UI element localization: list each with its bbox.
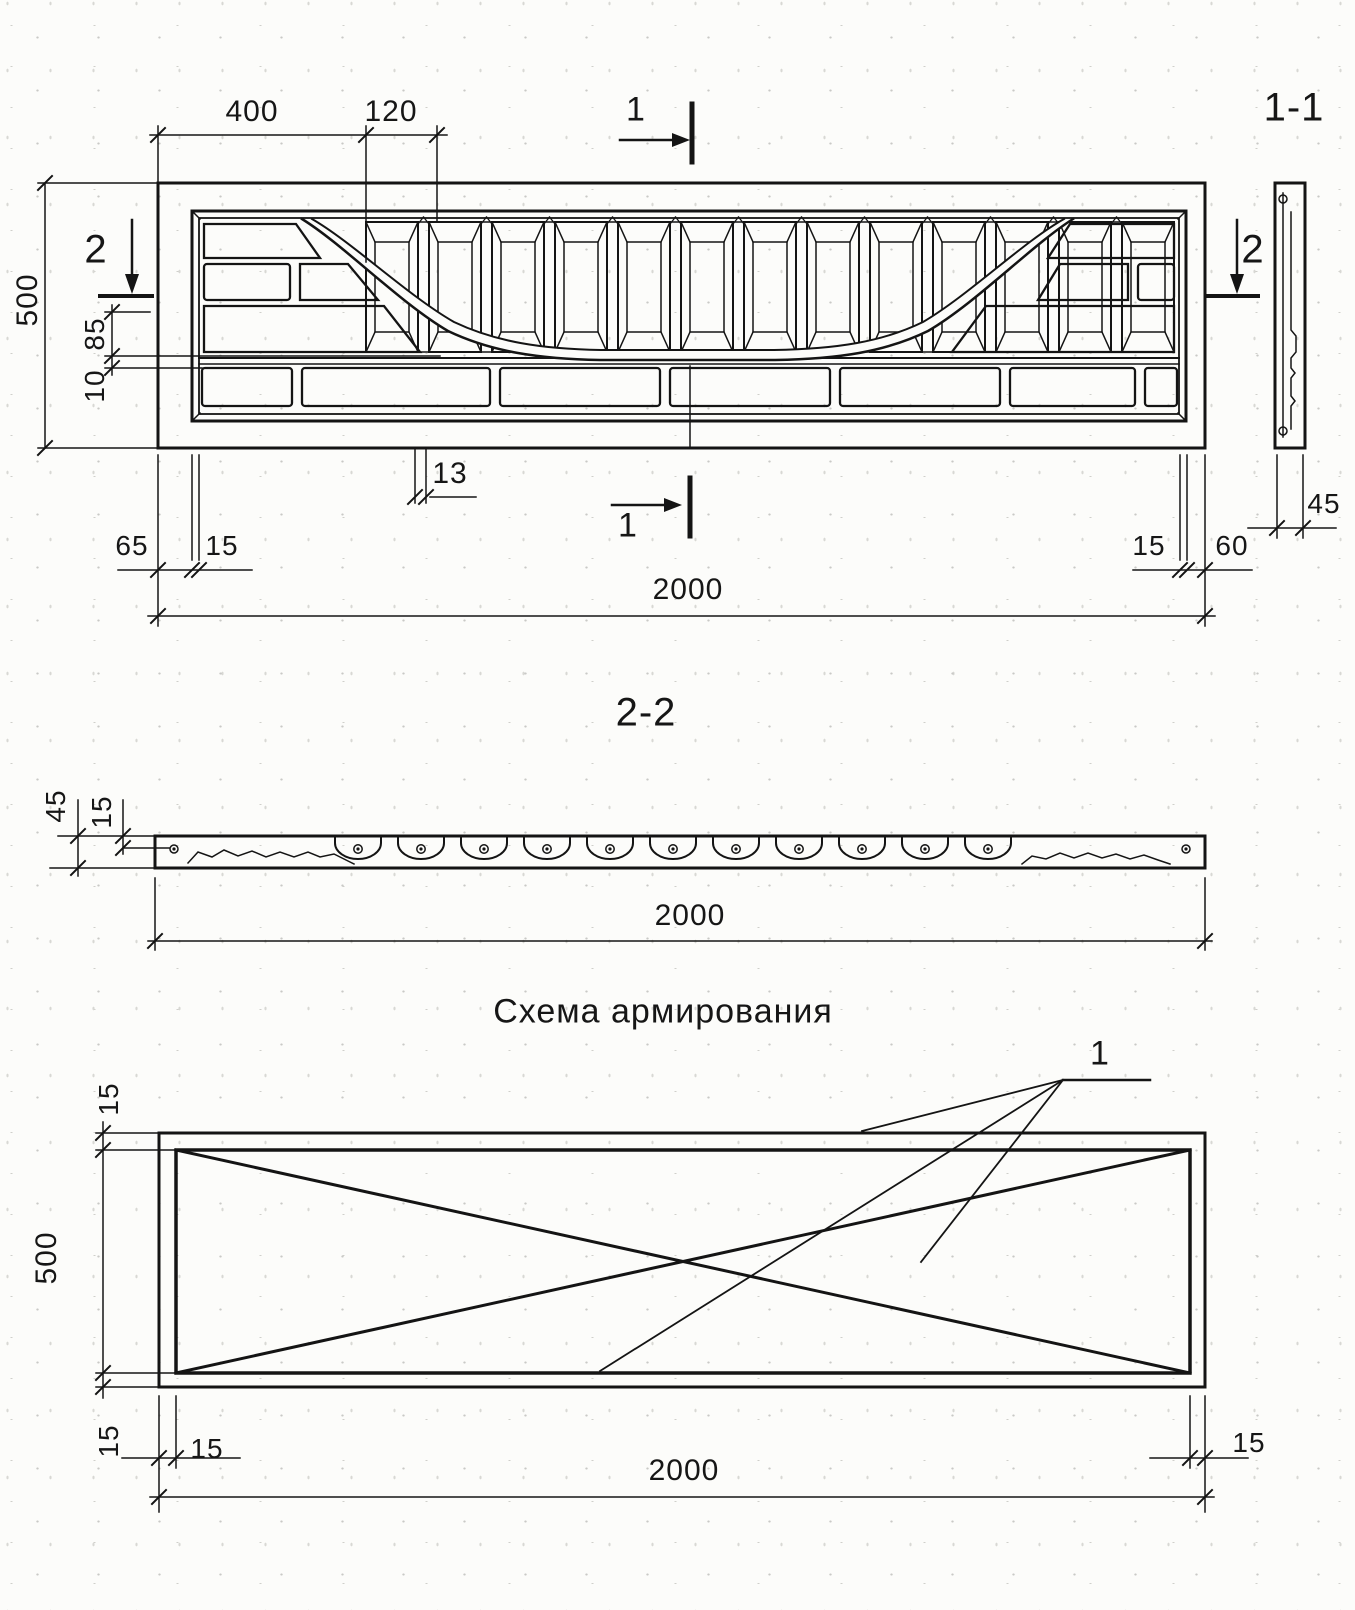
s22-stirrups <box>335 837 1011 859</box>
section-cut-2-left-label: 2 <box>84 227 108 272</box>
dim-45-section11: 45 <box>1307 488 1341 519</box>
scheme-leaders <box>600 1080 1150 1371</box>
section-markers <box>100 104 1258 536</box>
dim-60: 60 <box>1215 530 1249 561</box>
dim-15-scheme-top: 15 <box>93 1082 124 1116</box>
dim-15-scheme-left-h: 15 <box>190 1433 224 1464</box>
dim-45-section22: 45 <box>40 789 71 823</box>
rebar-item-label: 1 <box>1090 1034 1110 1073</box>
plan-slats <box>366 217 1174 352</box>
dim-15-scheme-right: 15 <box>1232 1427 1266 1458</box>
dim-120: 120 <box>364 95 418 128</box>
reinforcement-scheme <box>96 1080 1248 1512</box>
dim-2000-plan: 2000 <box>652 573 724 606</box>
dim-65: 65 <box>115 530 149 561</box>
section-title-2-2: 2-2 <box>615 690 677 735</box>
s22-relief-right <box>1022 853 1170 864</box>
scheme-diagonal-bars <box>176 1150 1190 1373</box>
dim-10: 10 <box>79 369 110 403</box>
section-title-1-1: 1-1 <box>1263 85 1325 130</box>
dim-500-plan: 500 <box>11 273 44 327</box>
scheme-title: Схема армирования <box>493 992 833 1031</box>
dim-15-plan-right: 15 <box>1132 530 1166 561</box>
plan-view <box>158 183 1205 448</box>
dim-15-section22: 15 <box>86 795 117 829</box>
section-2-2 <box>50 800 1212 950</box>
dim-15-plan-left: 15 <box>205 530 239 561</box>
section-cut-1-bottom-label: 1 <box>618 506 638 545</box>
dim-400: 400 <box>225 95 279 128</box>
section-cut-1-top-label: 1 <box>626 90 646 129</box>
dim-500-scheme: 500 <box>30 1231 63 1285</box>
s22-relief-left <box>188 850 354 864</box>
section-cut-2-right-label: 2 <box>1241 227 1265 272</box>
dim-85: 85 <box>79 317 110 351</box>
dim-13: 13 <box>432 457 468 490</box>
dim-2000-scheme: 2000 <box>648 1454 720 1487</box>
dim-2000-section22: 2000 <box>654 899 726 932</box>
dim-15-scheme-left-v: 15 <box>93 1424 124 1458</box>
